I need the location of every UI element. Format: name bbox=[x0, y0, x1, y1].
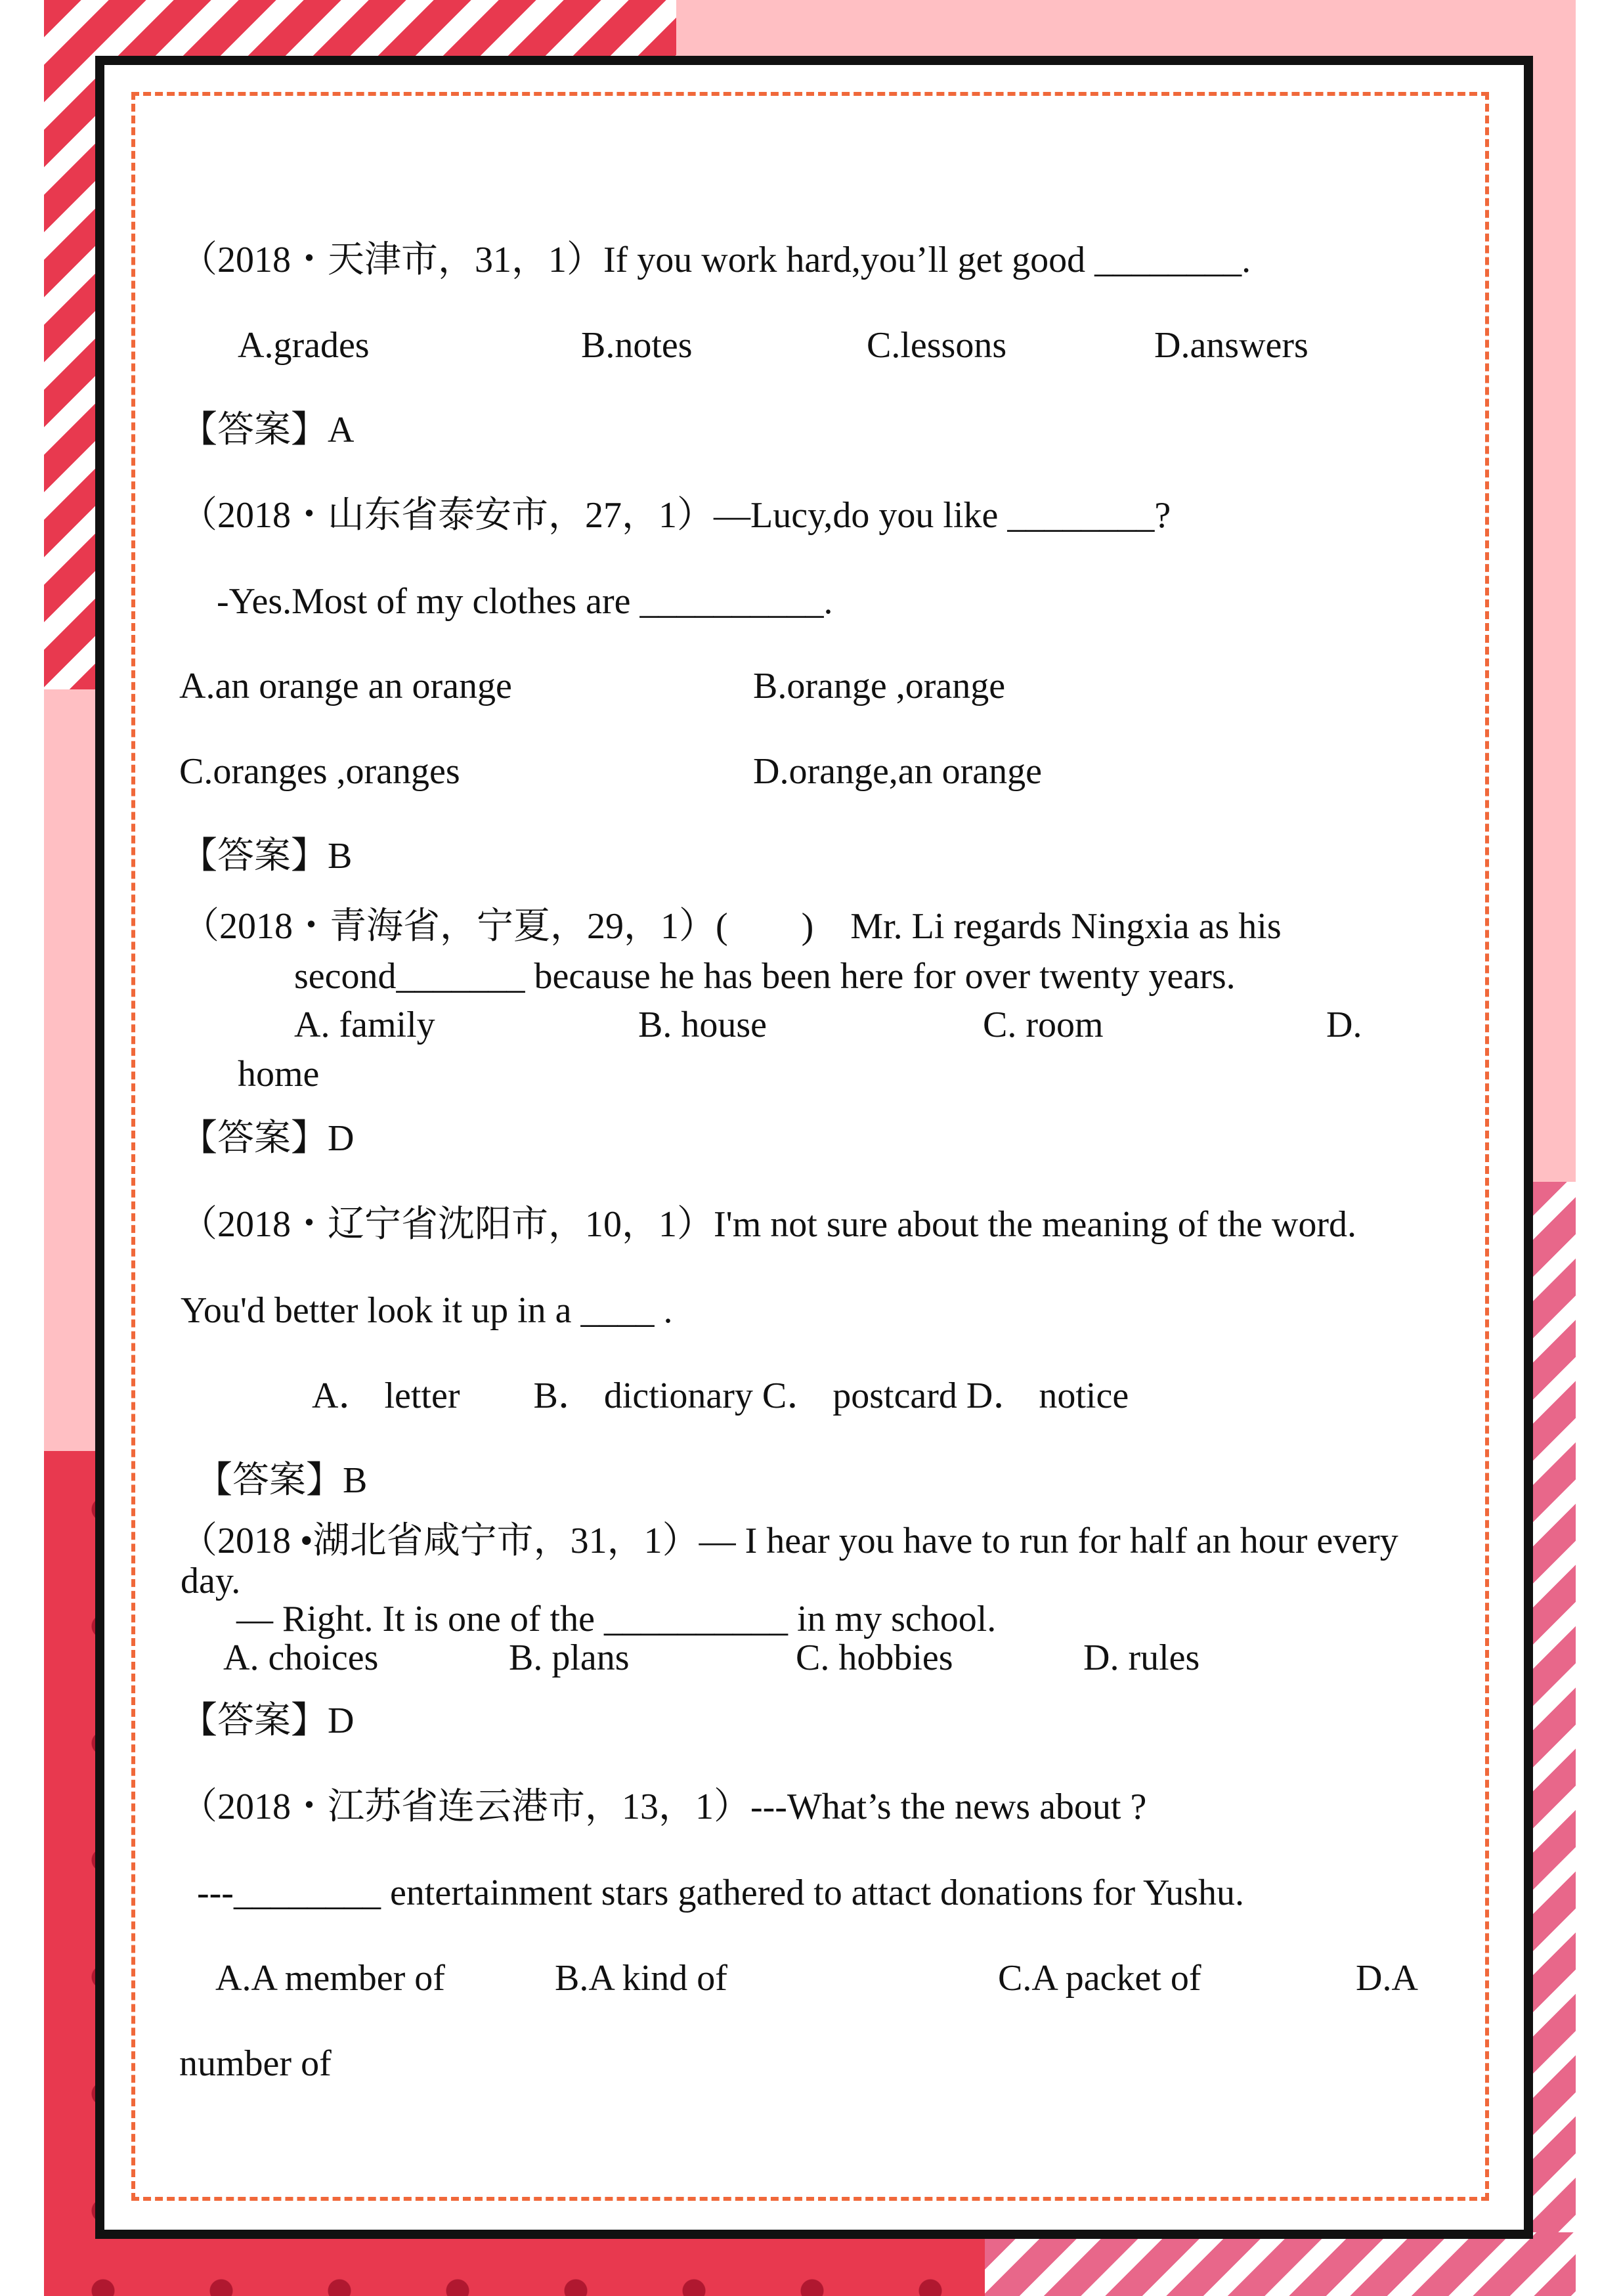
decor-stripes-top-left bbox=[44, 0, 720, 62]
question-6-stem2: ---________ entertainment stars gathered to attact donations for Yushu. bbox=[197, 1873, 1245, 1913]
decor-dots-right bbox=[1530, 0, 1576, 1182]
option: C. hobbies bbox=[796, 1637, 953, 1678]
question-3-stem2: second_______ because he has been here for over twenty years. bbox=[294, 956, 1236, 997]
option: home bbox=[238, 1054, 320, 1094]
option: B.A kind of bbox=[555, 1958, 727, 1999]
answer: 【答案】B bbox=[196, 1460, 368, 1501]
decor-dots-bottom bbox=[44, 2232, 1016, 2296]
option: D. rules bbox=[1083, 1637, 1200, 1678]
decor-pink-left bbox=[44, 689, 97, 1451]
option: D.A bbox=[1356, 1958, 1418, 1999]
option: B.orange ,orange bbox=[753, 666, 1006, 706]
option: A. choices bbox=[223, 1637, 379, 1678]
options-line: A． letter B． dictionary C． postcard D． notice bbox=[312, 1375, 1129, 1416]
option: C.A packet of bbox=[998, 1958, 1201, 1999]
option: A.A member of bbox=[215, 1958, 445, 1999]
question-2-stem2: -Yes.Most of my clothes are __________. bbox=[217, 581, 833, 622]
option: C.oranges ,oranges bbox=[179, 751, 460, 792]
decor-stripes-bottom-right bbox=[985, 2232, 1576, 2296]
option: B.notes bbox=[581, 325, 693, 366]
option: D.answers bbox=[1154, 325, 1308, 366]
option: C. room bbox=[983, 1005, 1104, 1045]
question-4-stem2: You'd better look it up in a ____ . bbox=[181, 1290, 673, 1331]
question-1-stem: （2018・天津市，31，1）If you work hard,you’ll get good ________. bbox=[181, 240, 1251, 280]
question-5-stem2: — Right. It is one of the __________ in my school. bbox=[236, 1599, 997, 1639]
option: A. family bbox=[294, 1005, 435, 1045]
question-4-stem: （2018・辽宁省沈阳市，10，1）I'm not sure about the meaning of the word. bbox=[181, 1204, 1356, 1245]
question-5-stem: （2018 •湖北省咸宁市，31，1）— I hear you have to run for half an hour every bbox=[181, 1521, 1398, 1561]
option: D. bbox=[1326, 1005, 1362, 1045]
answer: 【答案】A bbox=[181, 410, 355, 450]
question-6-stem: （2018・江苏省连云港市，13，1）---What’s the news about ? bbox=[181, 1787, 1147, 1827]
answer: 【答案】D bbox=[181, 1118, 355, 1159]
decor-dots-top-right bbox=[676, 0, 1576, 62]
question-3-stem: （2018・青海省，宁夏，29，1）( ) Mr. Li regards Ningxia as his bbox=[183, 906, 1282, 947]
decor-stripes-left bbox=[44, 0, 97, 689]
option: B. plans bbox=[509, 1637, 630, 1678]
decor-dots-bottom-left bbox=[44, 1451, 97, 2296]
option: B. house bbox=[638, 1005, 767, 1045]
question-5-stem-cont: day. bbox=[181, 1561, 241, 1601]
answer: 【答案】B bbox=[181, 836, 353, 877]
option: D.orange,an orange bbox=[753, 751, 1043, 792]
option: A.grades bbox=[238, 325, 370, 366]
decor-stripes-right bbox=[1530, 1182, 1576, 2296]
option: A.an orange an orange bbox=[179, 666, 512, 706]
question-2-stem: （2018・山东省泰安市，27，1）—Lucy,do you like ________? bbox=[181, 495, 1171, 536]
option: number of bbox=[179, 2043, 332, 2084]
option: C.lessons bbox=[867, 325, 1007, 366]
answer: 【答案】D bbox=[181, 1700, 355, 1741]
